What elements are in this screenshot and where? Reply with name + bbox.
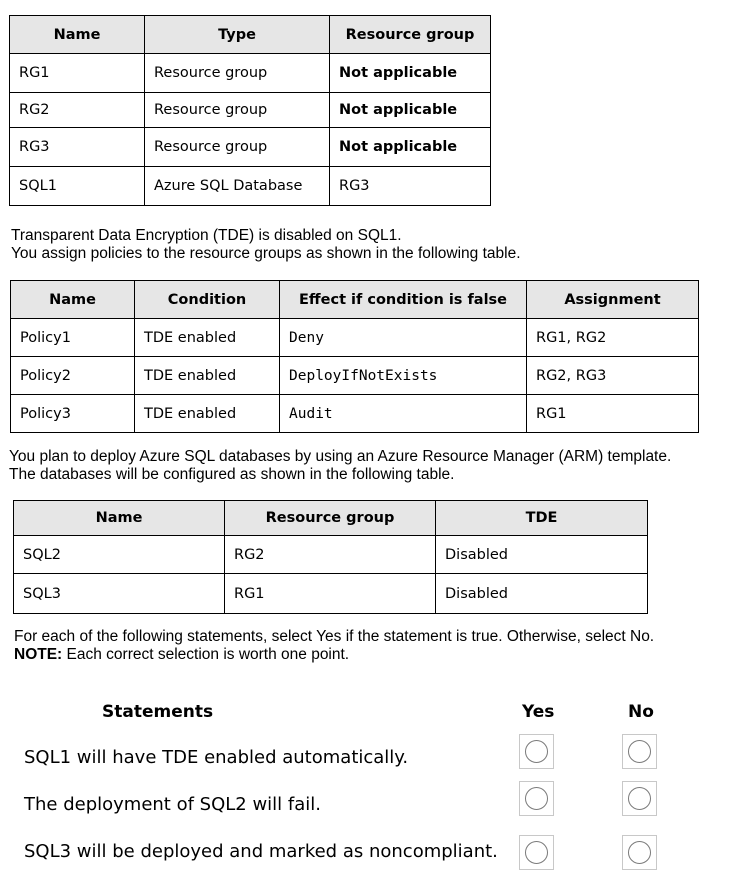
table-row [14, 574, 648, 614]
cell-condition: TDE enabled [135, 319, 280, 357]
yes-column-header: Yes [522, 702, 555, 722]
radio-circle-icon [628, 841, 651, 864]
cell-name: Policy2 [11, 357, 135, 395]
column-header-effect: Effect if condition is false [280, 281, 527, 319]
table-row [10, 167, 491, 206]
table-header-row [11, 281, 699, 319]
cell-name: Policy1 [11, 319, 135, 357]
cell-assignment: RG2, RG3 [527, 357, 699, 395]
cell-resource-group: RG3 [330, 167, 491, 206]
statements-header: Statements [102, 702, 214, 722]
table-row [14, 536, 648, 574]
statement-1-yes-radio[interactable] [519, 734, 554, 769]
column-header-condition: Condition [135, 281, 280, 319]
cell-tde: Disabled [436, 574, 648, 614]
cell-condition: TDE enabled [135, 395, 280, 433]
table-row [10, 54, 491, 93]
note-label: NOTE: [14, 646, 63, 663]
cell-resource-group: RG2 [225, 536, 436, 574]
cell-name: RG3 [10, 128, 145, 167]
radio-circle-icon [525, 787, 548, 810]
note-text: Each correct selection is worth one point. [62, 646, 350, 663]
cell-name: SQL1 [10, 167, 145, 206]
policies-table [10, 280, 699, 433]
cell-assignment: RG1 [527, 395, 699, 433]
column-header-name: Name [10, 16, 145, 54]
column-header-type: Type [145, 16, 330, 54]
radio-circle-icon [628, 740, 651, 763]
table-row [10, 93, 491, 128]
intro-line-1: Transparent Data Encryption (TDE) is disabled on SQL1. [11, 227, 402, 244]
databases-table [13, 500, 648, 614]
no-column-header: No [628, 702, 654, 722]
statement-1-no-radio[interactable] [622, 734, 657, 769]
cell-assignment: RG1, RG2 [527, 319, 699, 357]
statement-2: The deployment of SQL2 will fail. [24, 794, 321, 815]
resources-table [9, 15, 491, 206]
table-row [11, 357, 699, 395]
statement-3-no-radio[interactable] [622, 835, 657, 870]
table-row [10, 128, 491, 167]
column-header-name: Name [11, 281, 135, 319]
deploy-line-1: You plan to deploy Azure SQL databases by using an Azure Resource Manager (ARM) template. [9, 448, 672, 465]
cell-tde: Disabled [436, 536, 648, 574]
cell-type: Resource group [145, 93, 330, 128]
cell-resource-group: Not applicable [330, 128, 491, 167]
cell-name: RG2 [10, 93, 145, 128]
cell-condition: TDE enabled [135, 357, 280, 395]
cell-name: RG1 [10, 54, 145, 93]
cell-effect: Audit [280, 395, 527, 433]
note-line [14, 646, 349, 664]
deploy-line-2: The databases will be configured as shown in the following table. [9, 466, 455, 483]
table-header-row [14, 501, 648, 536]
statement-3-yes-radio[interactable] [519, 835, 554, 870]
cell-resource-group: Not applicable [330, 54, 491, 93]
cell-type: Resource group [145, 128, 330, 167]
cell-name: SQL2 [14, 536, 225, 574]
intro-line-2: You assign policies to the resource groups as shown in the following table. [11, 245, 521, 262]
column-header-resource-group: Resource group [225, 501, 436, 536]
statement-2-yes-radio[interactable] [519, 781, 554, 816]
cell-effect: DeployIfNotExists [280, 357, 527, 395]
table-row [11, 395, 699, 433]
table-row [11, 319, 699, 357]
column-header-tde: TDE [436, 501, 648, 536]
cell-resource-group: RG1 [225, 574, 436, 614]
cell-resource-group: Not applicable [330, 93, 491, 128]
radio-circle-icon [525, 841, 548, 864]
radio-circle-icon [525, 740, 548, 763]
cell-type: Resource group [145, 54, 330, 93]
cell-type: Azure SQL Database [145, 167, 330, 206]
column-header-name: Name [14, 501, 225, 536]
statement-3: SQL3 will be deployed and marked as noncompliant. [24, 841, 498, 862]
statement-2-no-radio[interactable] [622, 781, 657, 816]
cell-name: Policy3 [11, 395, 135, 433]
instructions-line: For each of the following statements, select Yes if the statement is true. Otherwise, select No. [14, 628, 655, 645]
table-header-row [10, 16, 491, 54]
column-header-resource-group: Resource group [330, 16, 491, 54]
cell-name: SQL3 [14, 574, 225, 614]
radio-circle-icon [628, 787, 651, 810]
column-header-assignment: Assignment [527, 281, 699, 319]
statement-1: SQL1 will have TDE enabled automatically. [24, 747, 409, 768]
cell-effect: Deny [280, 319, 527, 357]
